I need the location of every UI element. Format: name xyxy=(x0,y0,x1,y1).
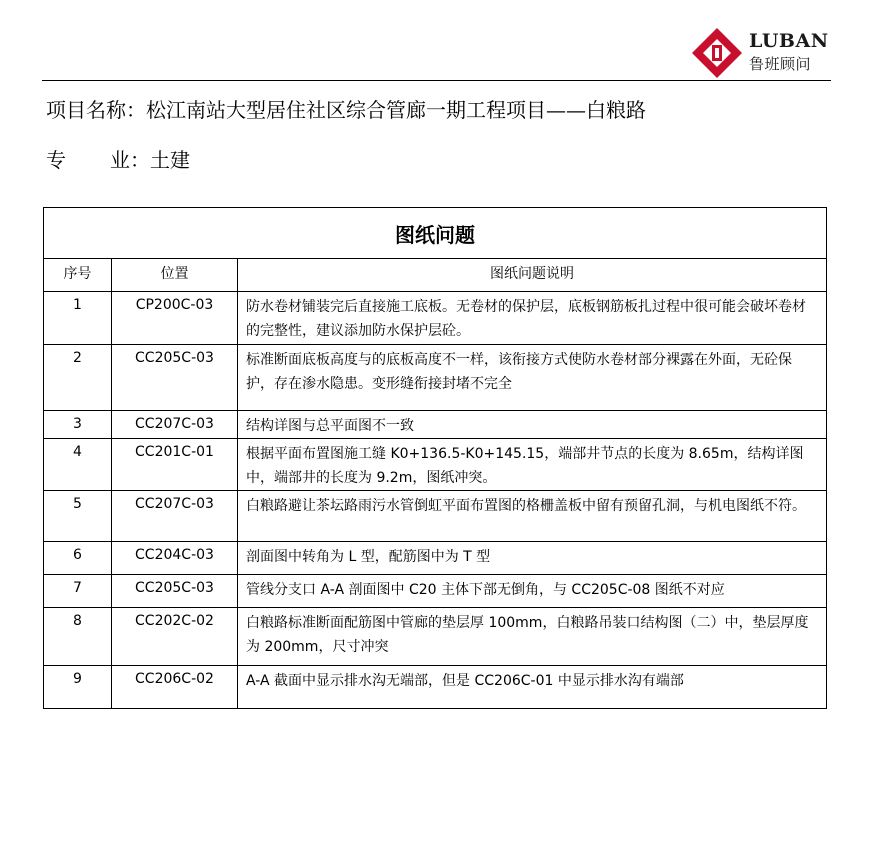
row-position: CC204C-03 xyxy=(112,542,238,575)
table-row xyxy=(44,491,827,542)
row-description: 根据平面布置图施工缝 K0+136.5-K0+145.15，端部井节点的长度为 8.65m，结构详图中，端部井的长度为 9.2m，图纸冲突。 xyxy=(238,439,827,491)
table-row xyxy=(44,666,827,709)
major-label-second: 业： xyxy=(110,148,150,172)
table-row xyxy=(44,292,827,345)
table-row xyxy=(44,345,827,411)
project-value: 松江南站大型居住社区综合管廊一期工程项目——白粮路 xyxy=(146,98,646,122)
table-title: 图纸问题 xyxy=(44,208,827,259)
row-no: 1 xyxy=(44,292,112,345)
row-description: 防水卷材铺装完后直接施工底板。无卷材的保护层，底板钢筋板扎过程中很可能会破坏卷材的完整性，建议添加防水保护层砼。 xyxy=(238,292,827,345)
row-position: CC201C-01 xyxy=(112,439,238,491)
luban-diamond-icon xyxy=(691,27,743,79)
table-row xyxy=(44,575,827,608)
project-name-line xyxy=(46,94,646,123)
luban-logo xyxy=(691,27,831,79)
row-no: 7 xyxy=(44,575,112,608)
row-no: 4 xyxy=(44,439,112,491)
row-position: CP200C-03 xyxy=(112,292,238,345)
row-no: 2 xyxy=(44,345,112,411)
row-description: 标准断面底板高度与的底板高度不一样，该衔接方式使防水卷材部分裸露在外面，无砼保护，存在渗水隐患。变形缝衔接封堵不完全 xyxy=(238,345,827,411)
drawing-issues-table xyxy=(43,207,827,709)
row-position: CC206C-02 xyxy=(112,666,238,709)
major-label-first: 专 xyxy=(46,148,110,172)
table-row xyxy=(44,608,827,666)
header-divider xyxy=(42,80,831,81)
row-position: CC202C-02 xyxy=(112,608,238,666)
table-title-row xyxy=(44,208,827,259)
major-value: 土建 xyxy=(150,148,190,172)
brand-name-cn: 鲁班顾问 xyxy=(749,55,812,73)
row-position: CC207C-03 xyxy=(112,411,238,439)
row-description: A-A 截面中显示排水沟无端部，但是 CC206C-01 中显示排水沟有端部 xyxy=(238,666,827,709)
row-description: 剖面图中转角为 L 型，配筋图中为 T 型 xyxy=(238,542,827,575)
row-position: CC205C-03 xyxy=(112,575,238,608)
row-no: 9 xyxy=(44,666,112,709)
brand-name-en: LUBAN xyxy=(749,30,829,52)
major-line xyxy=(46,144,190,173)
row-description: 白粮路标准断面配筋图中管廊的垫层厚 100mm，白粮路吊装口结构图（二）中，垫层厚度为 200mm，尺寸冲突 xyxy=(238,608,827,666)
row-description: 管线分支口 A-A 剖面图中 C20 主体下部无倒角，与 CC205C-08 图纸不对应 xyxy=(238,575,827,608)
table-row xyxy=(44,439,827,491)
column-header-position: 位置 xyxy=(112,259,238,292)
table-row xyxy=(44,542,827,575)
column-header-no: 序号 xyxy=(44,259,112,292)
row-no: 8 xyxy=(44,608,112,666)
row-no: 6 xyxy=(44,542,112,575)
row-description: 白粮路避让茶坛路雨污水管倒虹平面布置图的格栅盖板中留有预留孔洞，与机电图纸不符。 xyxy=(238,491,827,542)
row-no: 5 xyxy=(44,491,112,542)
column-header-description: 图纸问题说明 xyxy=(238,259,827,292)
row-position: CC207C-03 xyxy=(112,491,238,542)
row-description: 结构详图与总平面图不一致 xyxy=(238,411,827,439)
table-header-row xyxy=(44,259,827,292)
row-no: 3 xyxy=(44,411,112,439)
project-label: 项目名称： xyxy=(46,98,146,122)
table-row xyxy=(44,411,827,439)
row-position: CC205C-03 xyxy=(112,345,238,411)
